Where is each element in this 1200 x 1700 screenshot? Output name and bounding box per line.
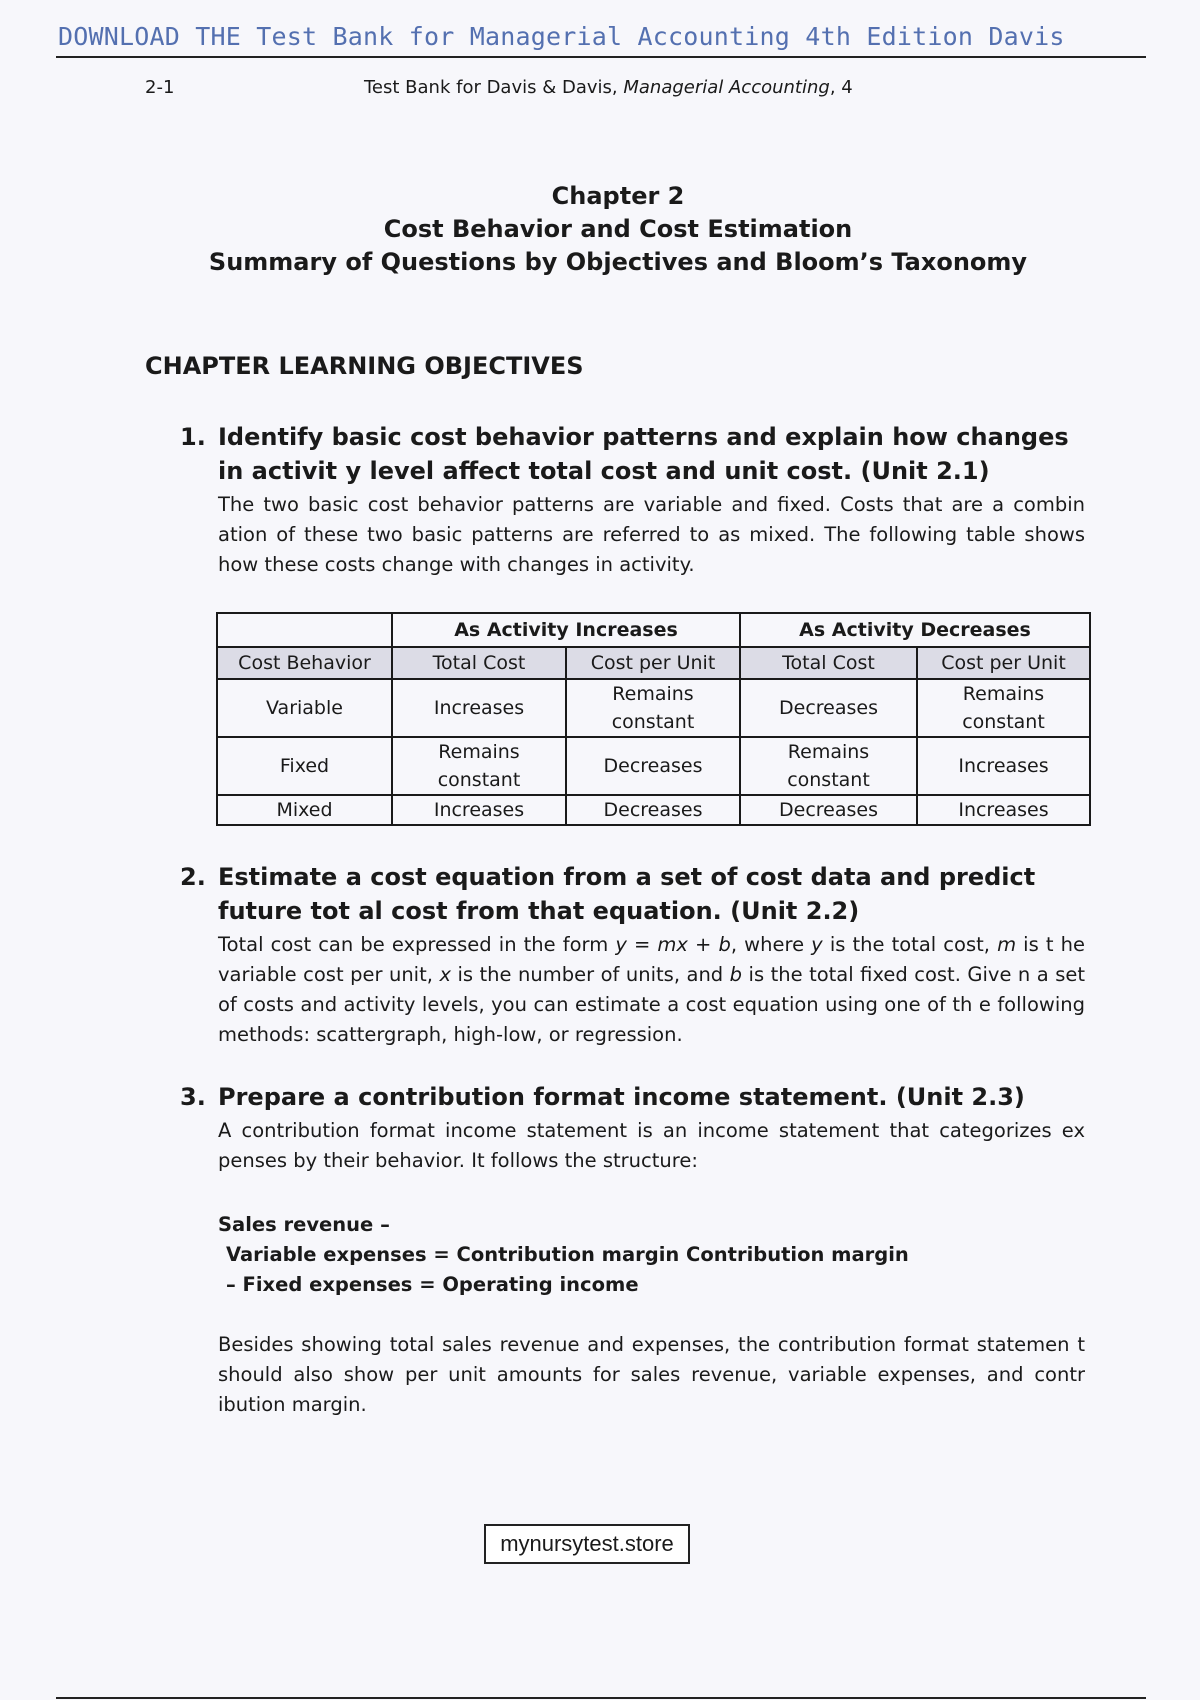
body-text: , where bbox=[730, 933, 812, 956]
table-cell: Variable bbox=[217, 679, 392, 737]
variable-y: y bbox=[811, 933, 823, 956]
footer-divider bbox=[56, 1697, 1146, 1699]
page-number: 2-1 bbox=[145, 77, 175, 98]
chapter-name: Cost Behavior and Cost Estimation bbox=[383, 215, 853, 243]
objective-title: Estimate a cost equation from a set of cost data and predict future tot al cost from that equation. (Unit 2.2) bbox=[218, 863, 1036, 925]
table-cell: Increases bbox=[917, 795, 1090, 825]
objective-title: Prepare a contribution format income statement. (Unit 2.3) bbox=[218, 1083, 1025, 1111]
objective-number: 2. bbox=[180, 863, 206, 891]
table-column-header: Cost Behavior bbox=[217, 647, 392, 679]
objective-number: 3. bbox=[180, 1083, 206, 1111]
table-cell: Decreases bbox=[566, 795, 740, 825]
variable-m: m bbox=[997, 933, 1017, 956]
body-text: is the total cost, bbox=[822, 933, 998, 956]
table-column-header: Cost per Unit bbox=[917, 647, 1090, 679]
objective-body bbox=[180, 930, 1085, 1050]
objective-body: A contribution format income statement is an income statement that categorizes ex penses by their behavior. It follows the structure: bbox=[218, 1119, 1085, 1172]
table-group-header: As Activity Decreases bbox=[740, 613, 1090, 647]
table-empty-corner bbox=[217, 613, 392, 647]
table-cell: Remains constant bbox=[917, 679, 1090, 737]
section-heading: CHAPTER LEARNING OBJECTIVES bbox=[145, 352, 584, 380]
table-cell: Increases bbox=[917, 737, 1090, 795]
chapter-title-block bbox=[0, 180, 1200, 279]
table-group-header-row bbox=[217, 613, 1090, 647]
table-cell: Fixed bbox=[217, 737, 392, 795]
table-cell: Remains constant bbox=[740, 737, 917, 795]
income-statement-structure bbox=[180, 1210, 1085, 1300]
book-title-suffix: , 4 bbox=[829, 77, 853, 98]
formula-line: – Fixed expenses = Operating income bbox=[226, 1273, 639, 1296]
table-cell: Remains constant bbox=[392, 737, 566, 795]
table-column-header: Total Cost bbox=[392, 647, 566, 679]
objective-3 bbox=[180, 1080, 1085, 1420]
header-divider bbox=[56, 56, 1146, 58]
book-title-italic: Managerial Accounting bbox=[623, 77, 830, 98]
table-row bbox=[217, 737, 1090, 795]
cost-equation: y = mx + b bbox=[615, 933, 731, 956]
formula-line: Sales revenue – bbox=[218, 1213, 390, 1236]
objective-heading bbox=[180, 860, 1085, 928]
objective-title: Identify basic cost behavior patterns and explain how changes in activit y level affect total cost and unit cost. (Unit 2.1) bbox=[218, 423, 1069, 485]
body-text: is the total fixed cost. Give n a set of costs and activity levels, you can estimate a cost equation using one of th e following methods: scattergraph, high-low, or regression. bbox=[218, 963, 1085, 1046]
body-text: is the number of units, and bbox=[450, 963, 730, 986]
objective-1 bbox=[180, 420, 1085, 580]
book-title bbox=[364, 77, 853, 98]
table-row bbox=[217, 679, 1090, 737]
table-column-header: Cost per Unit bbox=[566, 647, 740, 679]
objective-2 bbox=[180, 860, 1085, 1050]
formula-line: Variable expenses = Contribution margin Contribution margin bbox=[226, 1243, 909, 1266]
table-column-header-row bbox=[217, 647, 1090, 679]
objective-body: The two basic cost behavior patterns are variable and fixed. Costs that are a combin ation of these two basic patterns are referred to as mixed. The following table shows how these costs change with changes in activity. bbox=[218, 493, 1085, 576]
objective-followup-text: Besides showing total sales revenue and expenses, the contribution format statemen t should also show per unit amounts for sales revenue, variable expenses, and contr ibution margin. bbox=[218, 1333, 1085, 1416]
chapter-number: Chapter 2 bbox=[551, 182, 685, 210]
table-cell: Increases bbox=[392, 679, 566, 737]
body-text: Total cost can be expressed in the form bbox=[218, 933, 616, 956]
table-group-header: As Activity Increases bbox=[392, 613, 740, 647]
table-row bbox=[217, 795, 1090, 825]
table-column-header: Total Cost bbox=[740, 647, 917, 679]
objective-number: 1. bbox=[180, 423, 206, 451]
chapter-subtitle: Summary of Questions by Objectives and Bloom’s Taxonomy bbox=[208, 248, 1028, 276]
book-title-prefix: Test Bank for Davis & Davis, bbox=[364, 77, 624, 98]
table-cell: Increases bbox=[392, 795, 566, 825]
table-cell: Decreases bbox=[740, 679, 917, 737]
body-text: is t he variable cost per unit, bbox=[218, 933, 1085, 986]
objective-heading bbox=[180, 1080, 1085, 1114]
cost-behavior-table bbox=[216, 612, 1091, 826]
footer-stamp: mynursytest.store bbox=[484, 1524, 690, 1564]
table-cell: Decreases bbox=[740, 795, 917, 825]
table-cell: Remains constant bbox=[566, 679, 740, 737]
table-cell: Decreases bbox=[566, 737, 740, 795]
variable-b: b bbox=[729, 963, 743, 986]
download-banner: DOWNLOAD THE Test Bank for Managerial Accounting 4th Edition Davis bbox=[58, 22, 1065, 51]
table-cell: Mixed bbox=[217, 795, 392, 825]
variable-x: x bbox=[439, 963, 451, 986]
objective-heading bbox=[180, 420, 1085, 488]
